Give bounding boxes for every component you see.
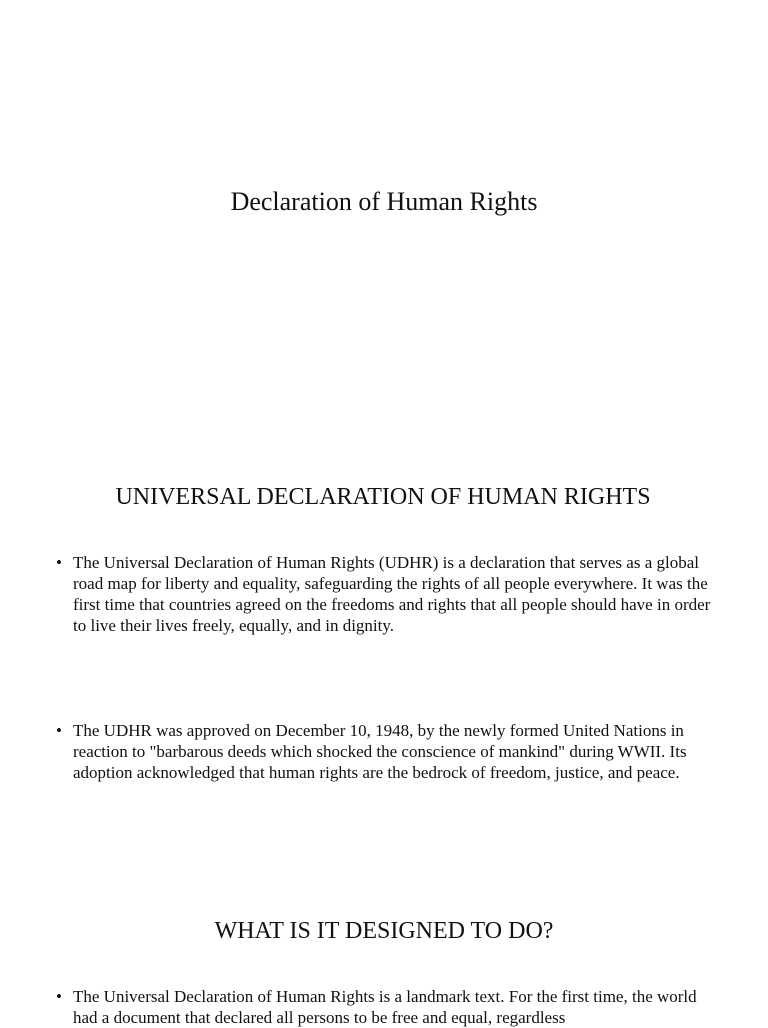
bullet-item [56,552,722,636]
bullet-text: The Universal Declaration of Human Rights (UDHR) is a declaration that serves as a global road map for liberty and equality, safeguarding the rights of all people everywhere. It was the first time that countries agreed on the freedoms and rights that all people should have in order to live their lives freely, equally, and in dignity. [73,553,711,635]
section-heading-udhr: UNIVERSAL DECLARATION OF HUMAN RIGHTS [115,484,651,510]
bullet-item [56,986,722,1028]
bullet-item [56,720,722,783]
bullet-text: The UDHR was approved on December 10, 1948, by the newly formed United Nations in reaction to "barbarous deeds which shocked the conscience of mankind" during WWII. Its adoption acknowledged that human rights are the bedrock of freedom, justice, and peace. [73,721,687,782]
bullet-text: The Universal Declaration of Human Rights is a landmark text. For the first time, the world had a document that declared all persons to be free and equal, regardless [73,987,697,1027]
document-title: Declaration of Human Rights [230,187,538,216]
bullet-icon: • [56,987,62,1006]
section-heading-purpose: WHAT IS IT DESIGNED TO DO? [214,918,554,944]
bullet-icon: • [56,721,62,740]
bullet-icon: • [56,553,62,572]
